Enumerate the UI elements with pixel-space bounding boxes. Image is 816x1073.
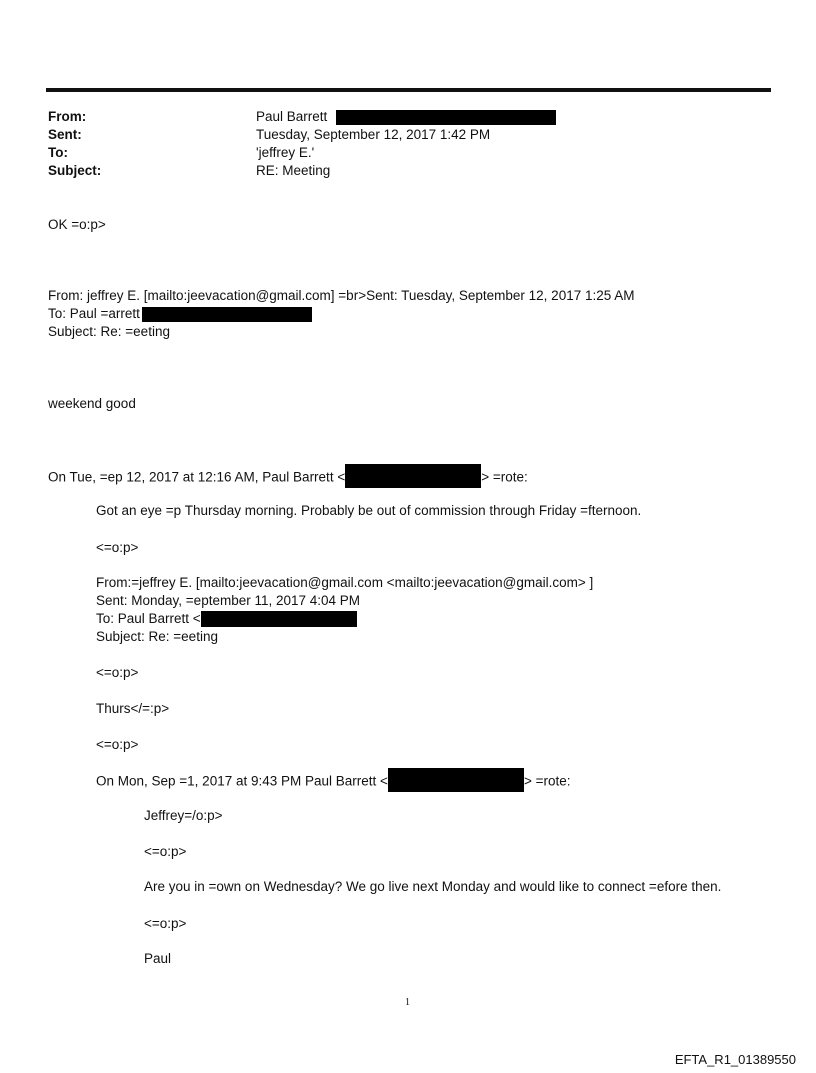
quote3-op1: <=o:p> (144, 844, 187, 859)
quote2-thurs: Thurs</=:p> (96, 701, 170, 716)
from-value (256, 109, 556, 125)
quote2-to-text: To: Paul Barrett < (96, 611, 201, 626)
subject-label: Subject: (48, 163, 102, 178)
redaction-box (201, 611, 357, 627)
quote2-attrib-prefix: On Tue, =ep 12, 2017 at 12:16 AM, Paul Barrett < (48, 469, 346, 485)
quote3-message: Are you in =own on Wednesday? We go live next Monday and would like to connect =efore then. (144, 879, 722, 894)
quote3-op2: <=o:p> (144, 916, 187, 931)
quote3-attrib-suffix: > =rote: (523, 773, 571, 789)
from-name: Paul Barrett (256, 109, 328, 124)
to-value: 'jeffrey E.' (256, 145, 315, 160)
quote2-from-line: From:=jeffrey E. [mailto:jeevacation@gmail.com <mailto:jeevacation@gmail.com> ] (96, 575, 594, 590)
quote1-from-line: From: jeffrey E. [mailto:jeevacation@gmail.com] =br>Sent: Tuesday, September 12, 2017 1:25 AM (48, 288, 635, 303)
document-id: EFTA_R1_01389550 (674, 1052, 796, 1067)
reply-text: OK =o:p> (48, 217, 106, 232)
quote2-message: Got an eye =p Thursday morning. Probably be out of commission through Friday =fternoon. (96, 503, 642, 518)
quote2-attrib-suffix: > =rote: (481, 469, 528, 485)
sent-label: Sent: (48, 127, 82, 142)
quote3-attrib-prefix: On Mon, Sep =1, 2017 at 9:43 PM Paul Barrett < (96, 773, 388, 789)
quote3-greeting: Jeffrey=/o:p> (144, 808, 223, 823)
redaction-box (345, 464, 481, 488)
quote3-attribution (96, 772, 570, 792)
quote2-op3: <=o:p> (96, 737, 139, 752)
quote1-message: weekend good (48, 396, 136, 411)
quote1-to-text: To: Paul =arrett (48, 306, 140, 321)
from-label: From: (48, 109, 87, 124)
quote2-to-line (96, 611, 357, 627)
quote2-op1: <=o:p> (96, 540, 139, 555)
redaction-box (388, 768, 524, 792)
quote2-attribution (48, 468, 528, 488)
quote2-sent-line: Sent: Monday, =eptember 11, 2017 4:04 PM (96, 593, 361, 608)
quote2-subject-line: Subject: Re: =eeting (96, 629, 218, 644)
page-number: 1 (405, 997, 410, 1008)
quote1-to-line (48, 306, 312, 322)
sent-value: Tuesday, September 12, 2017 1:42 PM (256, 127, 491, 142)
header-rule (46, 88, 771, 92)
redaction-box (142, 307, 312, 322)
quote2-op2: <=o:p> (96, 665, 139, 680)
quote1-subject-line: Subject: Re: =eeting (48, 324, 170, 339)
redaction-box (336, 110, 556, 125)
subject-value: RE: Meeting (256, 163, 331, 178)
to-label: To: (48, 145, 68, 160)
quote3-signoff: Paul (144, 951, 172, 966)
